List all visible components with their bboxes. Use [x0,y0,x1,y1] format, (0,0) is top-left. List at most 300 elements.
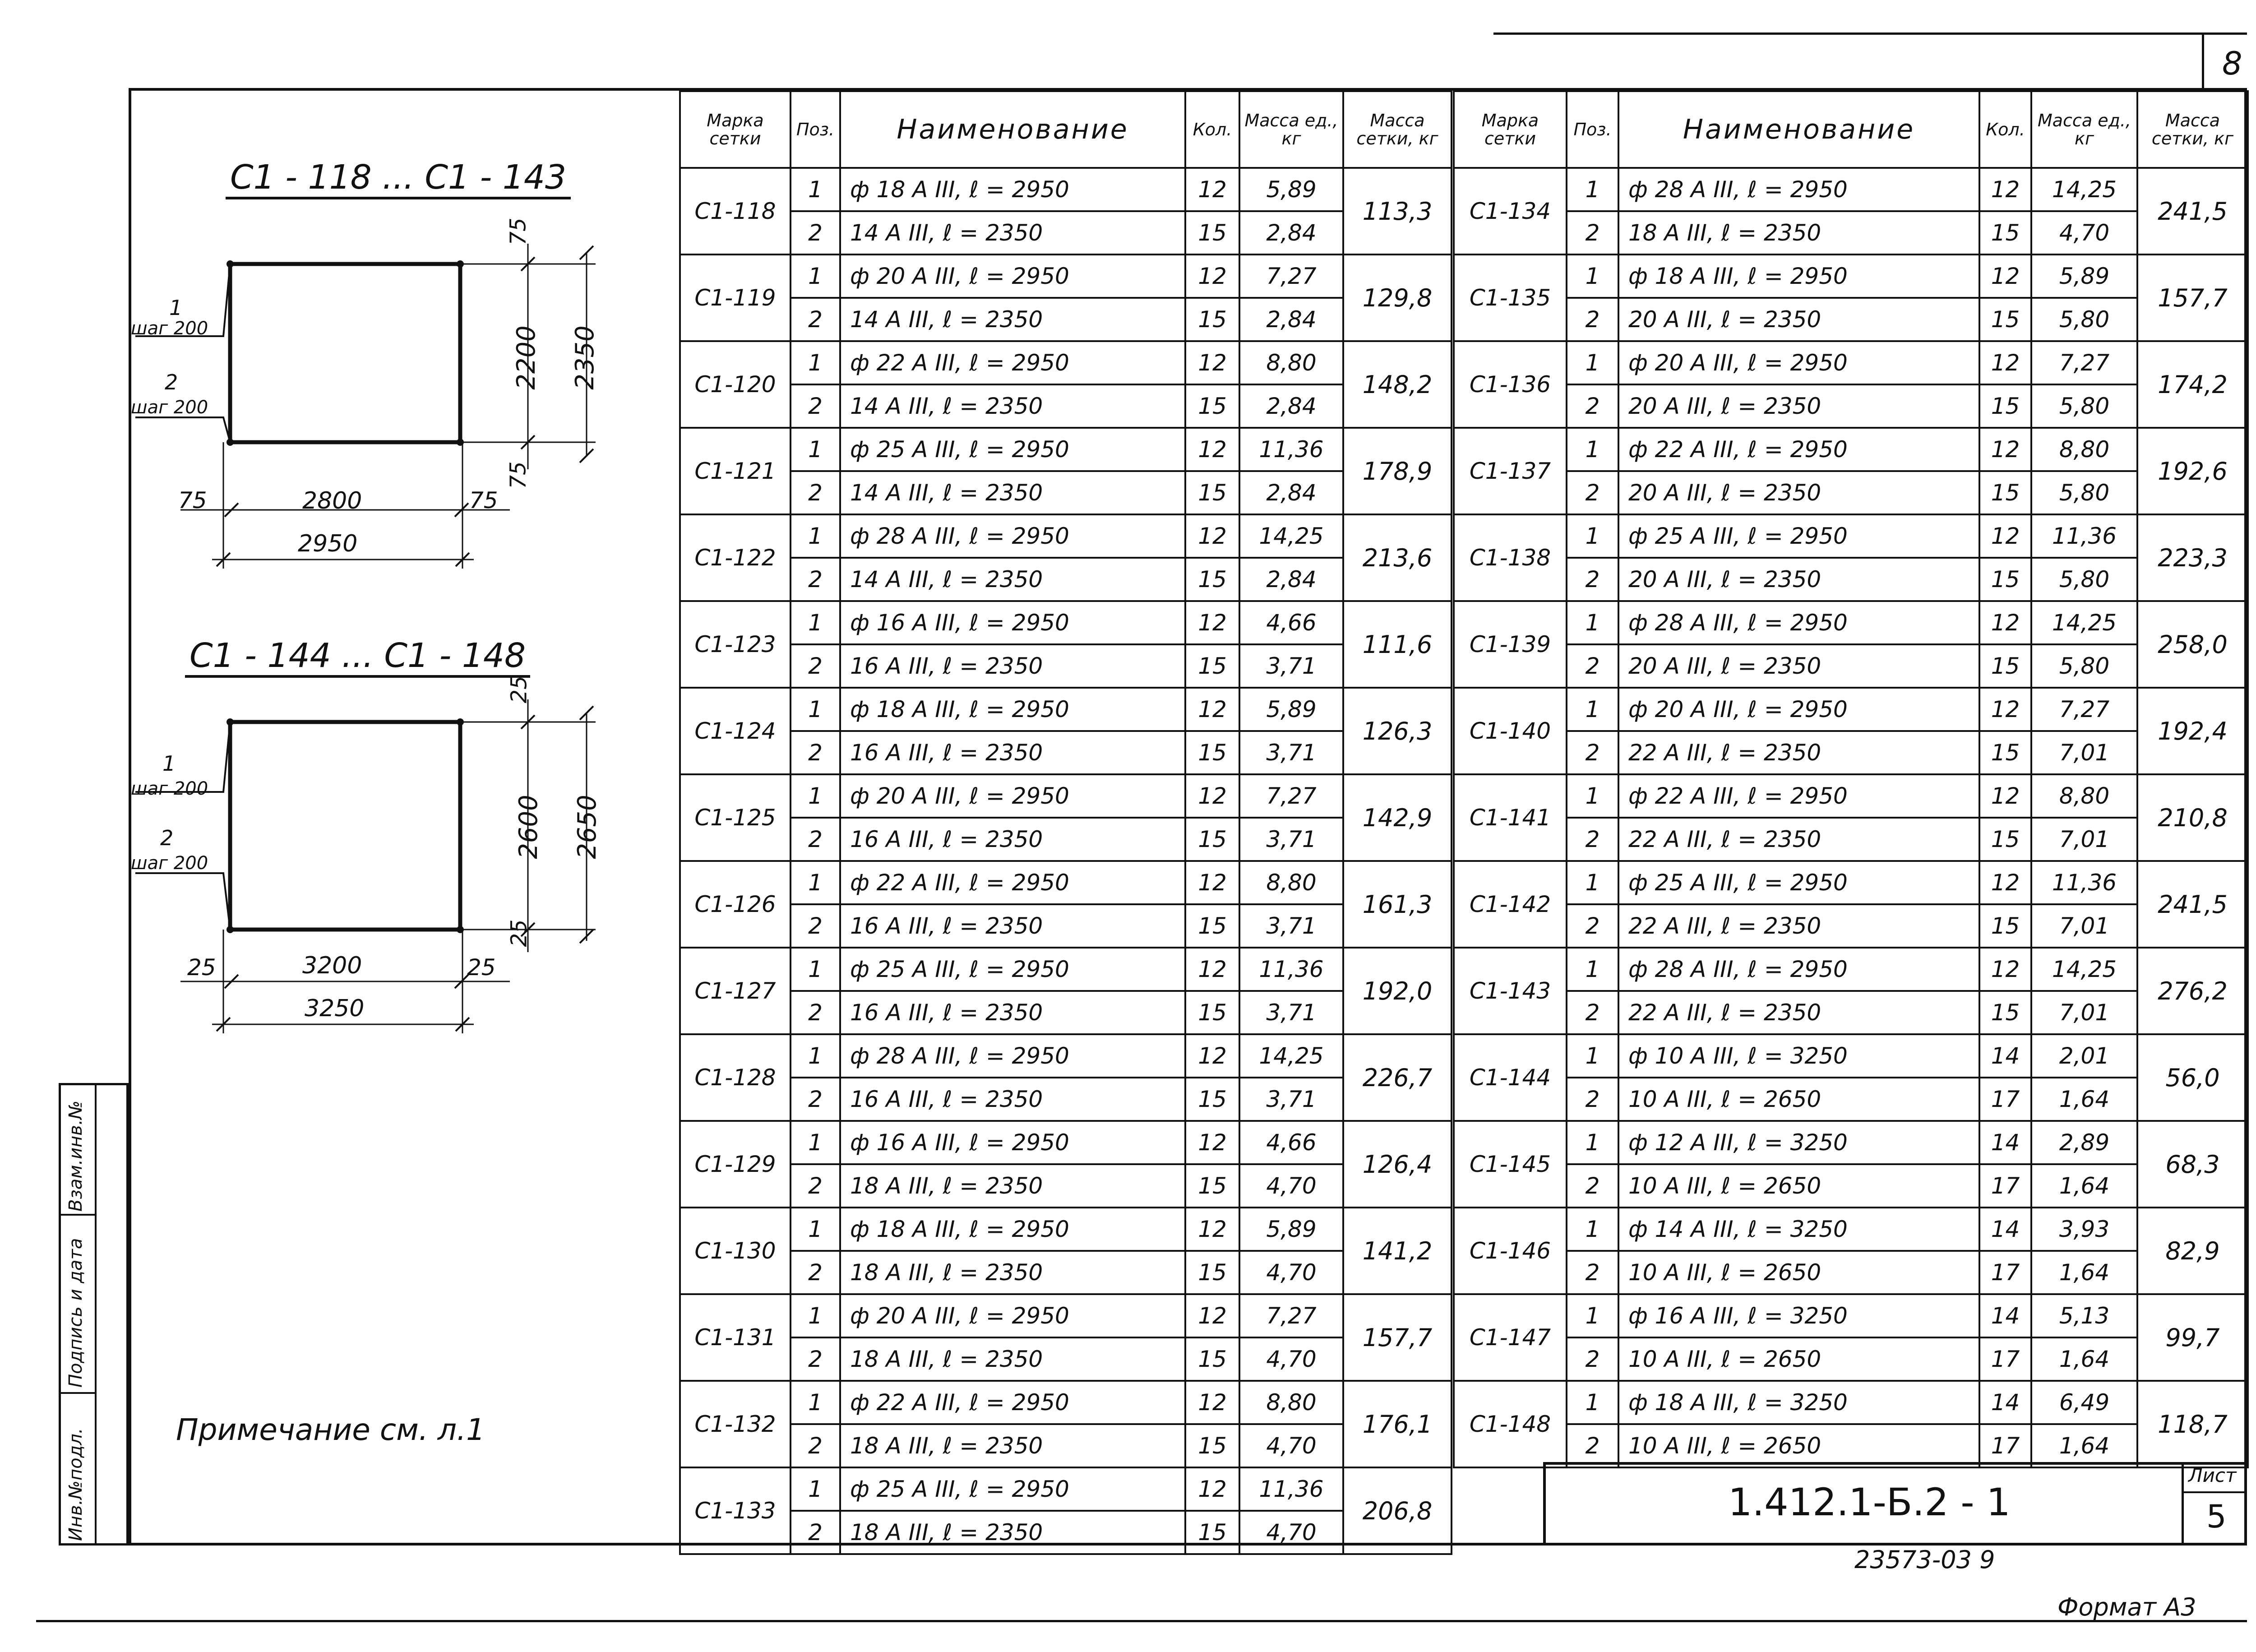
bar-description: 16 А III, ℓ = 2350 [840,644,1185,688]
stamp-divider-2 [59,1392,95,1394]
bar-quantity: 15 [1185,1337,1239,1381]
unit-mass: 7,27 [2031,341,2137,384]
bar-quantity: 12 [1979,601,2031,644]
title-block-sheet-divider [2182,1491,2247,1493]
mesh-mark: С1-143 [1454,948,1567,1034]
bar-description: ф 18 А III, ℓ = 2950 [840,688,1185,731]
table-row [680,948,1452,991]
unit-mass: 2,84 [1239,211,1343,255]
spec-table-left [679,90,1452,1555]
bar-quantity: 17 [1979,1424,2031,1467]
bar-quantity: 15 [1185,1164,1239,1208]
bar-description: ф 28 А III, ℓ = 2950 [1618,168,1979,211]
mesh-mark: С1-140 [1454,688,1567,774]
table-row [1454,1121,2248,1164]
bar-description: ф 25 А III, ℓ = 2950 [1618,861,1979,904]
unit-mass: 4,66 [1239,1121,1343,1164]
bar-description: ф 28 А III, ℓ = 2950 [840,514,1185,558]
header-mesh-mass: Масса сетки, кг [2137,91,2248,168]
bar-description: 22 А III, ℓ = 2350 [1618,904,1979,948]
bar-quantity: 12 [1185,1208,1239,1251]
dim-edge-right: 25 [467,954,496,981]
table-row [680,991,1452,1034]
drawing-title: С1 - 144 ... С1 - 148 [185,636,530,678]
stamp-divider-vertical [95,1083,97,1546]
mesh-mass: 157,7 [2137,255,2248,341]
bar-description: 18 А III, ℓ = 2350 [840,1251,1185,1294]
bar-description: ф 25 А III, ℓ = 2950 [1618,514,1979,558]
position-number: 2 [791,1424,840,1467]
unit-mass: 14,25 [1239,1034,1343,1078]
unit-mass: 2,84 [1239,558,1343,601]
unit-mass: 1,64 [2031,1337,2137,1381]
position-number: 2 [1567,1337,1618,1381]
bar1-step: шаг 200 [131,778,208,799]
dim-edge-top: 25 [506,676,532,703]
position-number: 2 [1567,471,1618,514]
bar-description: ф 22 А III, ℓ = 2950 [840,1381,1185,1424]
bar-quantity: 14 [1979,1381,2031,1424]
bar-quantity: 15 [1979,904,2031,948]
position-number: 2 [1567,298,1618,341]
mesh-mark: С1-132 [680,1381,791,1467]
table-row [680,1467,1452,1511]
bar2-step: шаг 200 [131,397,208,418]
table-row [680,168,1452,211]
mesh-mass: 241,5 [2137,168,2248,255]
mesh-mass: 157,7 [1343,1294,1452,1381]
mesh-mark: С1-118 [680,168,791,255]
mesh-mark: С1-134 [1454,168,1567,255]
table-row [680,298,1452,341]
mesh-mark: С1-130 [680,1208,791,1294]
table-row [1454,428,2248,471]
header-unit-mass: Масса ед., кг [2031,91,2137,168]
table-row [680,558,1452,601]
bar-quantity: 12 [1185,948,1239,991]
mesh-mass: 56,0 [2137,1034,2248,1121]
mesh-mark: С1-131 [680,1294,791,1381]
unit-mass: 3,93 [2031,1208,2137,1251]
position-number: 2 [791,1251,840,1294]
bar-quantity: 15 [1185,1251,1239,1294]
table-row [680,904,1452,948]
archive-number: 23573-03 9 [1854,1546,1995,1574]
position-number: 1 [791,1034,840,1078]
table-row [680,644,1452,688]
position-number: 1 [791,1208,840,1251]
table-row [1454,514,2248,558]
bar-quantity: 15 [1185,384,1239,428]
position-number: 1 [1567,1121,1618,1164]
position-number: 1 [791,1381,840,1424]
position-number: 1 [791,1121,840,1164]
unit-mass: 3,71 [1239,1078,1343,1121]
bar-description: 22 А III, ℓ = 2350 [1618,818,1979,861]
position-number: 2 [791,558,840,601]
mesh-mass: 68,3 [2137,1121,2248,1208]
bar-description: ф 16 А III, ℓ = 2950 [840,1121,1185,1164]
bar-quantity: 12 [1979,688,2031,731]
bar-description: 10 А III, ℓ = 2650 [1618,1164,1979,1208]
unit-mass: 11,36 [2031,861,2137,904]
unit-mass: 3,71 [1239,644,1343,688]
stamp-divider-1 [59,1214,95,1216]
bar-quantity: 12 [1979,341,2031,384]
bar-quantity: 14 [1979,1208,2031,1251]
dim-edge-top: 75 [505,217,531,245]
table-row [680,384,1452,428]
mesh-mark: С1-135 [1454,255,1567,341]
unit-mass: 3,71 [1239,731,1343,774]
position-number: 1 [1567,514,1618,558]
unit-mass: 6,49 [2031,1381,2137,1424]
position-number: 2 [791,471,840,514]
position-number: 2 [1567,1424,1618,1467]
mesh-mass: 82,9 [2137,1208,2248,1294]
unit-mass: 4,70 [1239,1511,1343,1554]
mesh-mark: С1-141 [1454,774,1567,861]
position-number: 2 [1567,558,1618,601]
bar-description: 14 А III, ℓ = 2350 [840,211,1185,255]
table-row [1454,211,2248,255]
table-row [680,1034,1452,1078]
position-number: 1 [791,514,840,558]
position-number: 1 [1567,1381,1618,1424]
table-row [680,1078,1452,1121]
bar-quantity: 12 [1979,428,2031,471]
dim-inner-width: 3200 [302,952,362,979]
unit-mass: 8,80 [2031,428,2137,471]
header-name: Наименование [840,91,1185,168]
position-number: 1 [1567,255,1618,298]
table-row [680,1251,1452,1294]
position-number: 1 [791,1467,840,1511]
table-row [680,818,1452,861]
bar-description: 22 А III, ℓ = 2350 [1618,991,1979,1034]
bar1-label: 1 [162,751,176,776]
header-qty: Кол. [1185,91,1239,168]
position-number: 2 [791,1511,840,1554]
mesh-mass: 118,7 [2137,1381,2248,1467]
table-row [1454,774,2248,818]
bar-description: ф 16 А III, ℓ = 2950 [840,601,1185,644]
mesh-mark: С1-142 [1454,861,1567,948]
bar-description: ф 25 А III, ℓ = 2950 [840,1467,1185,1511]
bar-description: 18 А III, ℓ = 2350 [840,1424,1185,1467]
bar-description: ф 12 А III, ℓ = 3250 [1618,1121,1979,1164]
table-row [680,211,1452,255]
position-number: 2 [1567,731,1618,774]
bar-quantity: 15 [1979,384,2031,428]
note-text: Примечание см. л.1 [176,1412,485,1447]
unit-mass: 2,01 [2031,1034,2137,1078]
bar-description: ф 20 А III, ℓ = 2950 [840,1294,1185,1337]
bar-description: ф 22 А III, ℓ = 2950 [1618,428,1979,471]
position-number: 2 [1567,384,1618,428]
bar-quantity: 12 [1979,514,2031,558]
bar-description: ф 25 А III, ℓ = 2950 [840,428,1185,471]
bottom-rule [36,1620,2247,1622]
header-unit-mass: Масса ед., кг [1239,91,1343,168]
bar-description: ф 28 А III, ℓ = 2950 [1618,948,1979,991]
unit-mass: 7,27 [1239,255,1343,298]
position-number: 2 [791,384,840,428]
unit-mass: 8,80 [2031,774,2137,818]
table-row [1454,1208,2248,1251]
position-number: 1 [791,774,840,818]
format-label: Формат А3 [2057,1593,2196,1621]
position-number: 1 [1567,341,1618,384]
position-number: 2 [1567,1251,1618,1294]
bar-quantity: 12 [1979,948,2031,991]
bar-quantity: 15 [1979,991,2031,1034]
unit-mass: 5,89 [1239,168,1343,211]
bar-description: 14 А III, ℓ = 2350 [840,558,1185,601]
unit-mass: 2,89 [2031,1121,2137,1164]
position-number: 2 [791,991,840,1034]
unit-mass: 4,70 [1239,1337,1343,1381]
unit-mass: 5,80 [2031,298,2137,341]
mesh-mark: С1-139 [1454,601,1567,688]
position-number: 2 [791,1078,840,1121]
bar-quantity: 15 [1979,818,2031,861]
table-row [680,1294,1452,1337]
table-row [680,731,1452,774]
unit-mass: 11,36 [1239,1467,1343,1511]
unit-mass: 4,70 [1239,1251,1343,1294]
bar-description: 10 А III, ℓ = 2650 [1618,1337,1979,1381]
table-row [680,688,1452,731]
bar-description: ф 25 А III, ℓ = 2950 [840,948,1185,991]
mesh-mark: С1-125 [680,774,791,861]
mesh-mark: С1-148 [1454,1381,1567,1467]
bar-description: 20 А III, ℓ = 2350 [1618,471,1979,514]
bar-description: ф 22 А III, ℓ = 2950 [840,341,1185,384]
table-row [1454,1034,2248,1078]
position-number: 2 [791,1337,840,1381]
unit-mass: 4,70 [2031,211,2137,255]
bar2-step: шаг 200 [131,853,208,874]
bar-quantity: 12 [1185,1121,1239,1164]
mesh-mark: С1-123 [680,601,791,688]
stamp-signature-date: Подпись и дата [65,1238,86,1388]
bar-quantity: 12 [1185,1381,1239,1424]
unit-mass: 5,89 [1239,688,1343,731]
mesh-mark: С1-128 [680,1034,791,1121]
drawing-code: 1.412.1-Б.2 - 1 [1728,1480,2011,1524]
table-row [680,1121,1452,1164]
stamp-replacement-inv: Взам.инв.№ [65,1100,86,1212]
bar-quantity: 12 [1185,1467,1239,1511]
bar-quantity: 15 [1185,904,1239,948]
mesh-mark: С1-126 [680,861,791,948]
mesh-mark: С1-127 [680,948,791,1034]
bar-quantity: 15 [1185,731,1239,774]
mesh-mass: 111,6 [1343,601,1452,688]
table-row [680,514,1452,558]
bar-description: ф 16 А III, ℓ = 3250 [1618,1294,1979,1337]
bar-description: 16 А III, ℓ = 2350 [840,1078,1185,1121]
table-row [1454,991,2248,1034]
bar-description: 14 А III, ℓ = 2350 [840,471,1185,514]
bar-quantity: 12 [1185,688,1239,731]
mesh-mass: 226,7 [1343,1034,1452,1121]
bar-description: ф 18 А III, ℓ = 2950 [840,1208,1185,1251]
bar-quantity: 15 [1185,1511,1239,1554]
bar-description: ф 18 А III, ℓ = 2950 [840,168,1185,211]
bar-quantity: 15 [1979,731,2031,774]
table-row [1454,1381,2248,1424]
table-row [680,1511,1452,1554]
bar-quantity: 15 [1185,644,1239,688]
dim-edge-right: 75 [469,487,498,514]
position-number: 2 [1567,904,1618,948]
position-number: 1 [1567,1208,1618,1251]
dim-total-height: 2650 [572,795,602,859]
unit-mass: 7,01 [2031,904,2137,948]
bar-quantity: 15 [1185,558,1239,601]
position-number: 2 [1567,991,1618,1034]
mesh-mass: 129,8 [1343,255,1452,341]
mesh-mark: С1-133 [680,1467,791,1554]
mesh-mass: 126,4 [1343,1121,1452,1208]
unit-mass: 3,71 [1239,904,1343,948]
unit-mass: 14,25 [2031,168,2137,211]
bar-quantity: 12 [1185,168,1239,211]
bar-quantity: 14 [1979,1034,2031,1078]
bar-quantity: 17 [1979,1337,2031,1381]
table-row [1454,861,2248,904]
bar-quantity: 15 [1185,1078,1239,1121]
unit-mass: 5,89 [2031,255,2137,298]
bar-description: 18 А III, ℓ = 2350 [840,1511,1185,1554]
table-row [680,774,1452,818]
unit-mass: 1,64 [2031,1078,2137,1121]
unit-mass: 11,36 [1239,428,1343,471]
unit-mass: 1,64 [2031,1424,2137,1467]
table-row [680,471,1452,514]
sheet-label: Лист [2188,1464,2237,1486]
position-number: 1 [1567,861,1618,904]
bar-description: ф 28 А III, ℓ = 2950 [1618,601,1979,644]
position-number: 1 [791,948,840,991]
mesh-mass: 174,2 [2137,341,2248,428]
dim-inner-width: 2800 [302,487,362,514]
bar-description: 10 А III, ℓ = 2650 [1618,1251,1979,1294]
unit-mass: 7,27 [1239,774,1343,818]
unit-mass: 14,25 [2031,948,2137,991]
position-number: 1 [1567,428,1618,471]
bar-description: ф 14 А III, ℓ = 3250 [1618,1208,1979,1251]
table-row [1454,1078,2248,1121]
drawing-title: С1 - 118 ... С1 - 143 [226,158,571,199]
position-number: 2 [791,818,840,861]
table-row [680,428,1452,471]
bar-quantity: 12 [1185,341,1239,384]
position-number: 1 [791,1294,840,1337]
unit-mass: 1,64 [2031,1251,2137,1294]
table-row [1454,818,2248,861]
bar-quantity: 15 [1185,818,1239,861]
sheet-corner-number: 8 [2222,45,2242,82]
table-row [1454,601,2248,644]
table-row [680,601,1452,644]
mesh-mark: С1-138 [1454,514,1567,601]
header-pos: Поз. [1567,91,1618,168]
unit-mass: 2,84 [1239,298,1343,341]
mesh-mass: 206,8 [1343,1467,1452,1554]
bar-description: 16 А III, ℓ = 2350 [840,991,1185,1034]
dim-total-width: 2950 [298,530,358,557]
bar-description: ф 20 А III, ℓ = 2950 [840,255,1185,298]
bar-quantity: 15 [1185,211,1239,255]
unit-mass: 5,80 [2031,471,2137,514]
spec-table-right [1453,90,2249,1468]
bar-description: ф 18 А III, ℓ = 2950 [1618,255,1979,298]
bar-quantity: 12 [1185,774,1239,818]
header-mark: Марка сетки [1454,91,1567,168]
position-number: 1 [1567,1034,1618,1078]
bar-description: 18 А III, ℓ = 2350 [840,1337,1185,1381]
table-row [1454,1294,2248,1337]
bar-quantity: 15 [1979,644,2031,688]
bar-quantity: 15 [1185,991,1239,1034]
unit-mass: 2,84 [1239,384,1343,428]
table-row [1454,948,2248,991]
bar-quantity: 12 [1185,1034,1239,1078]
bar-quantity: 17 [1979,1251,2031,1294]
header-qty: Кол. [1979,91,2031,168]
table-row [1454,298,2248,341]
bar-description: ф 28 А III, ℓ = 2950 [840,1034,1185,1078]
mesh-mark: С1-146 [1454,1208,1567,1294]
bar-quantity: 14 [1979,1121,2031,1164]
position-number: 1 [791,601,840,644]
position-number: 2 [791,211,840,255]
table-row [680,1164,1452,1208]
table-row [1454,471,2248,514]
mesh-mass: 192,6 [2137,428,2248,514]
unit-mass: 2,84 [1239,471,1343,514]
bar-description: ф 20 А III, ℓ = 2950 [1618,341,1979,384]
position-number: 2 [791,1164,840,1208]
mesh-mass: 126,3 [1343,688,1452,774]
unit-mass: 8,80 [1239,341,1343,384]
table-row [1454,1337,2248,1381]
mesh-mark: С1-137 [1454,428,1567,514]
bar-quantity: 15 [1979,471,2031,514]
unit-mass: 1,64 [2031,1164,2137,1208]
table-row [1454,255,2248,298]
table-row [1454,688,2248,731]
mesh-mark: С1-145 [1454,1121,1567,1208]
table-row [1454,1251,2248,1294]
unit-mass: 8,80 [1239,861,1343,904]
mesh-mark: С1-122 [680,514,791,601]
bar-quantity: 12 [1185,428,1239,471]
dim-inner-height: 2200 [511,325,541,390]
position-number: 2 [791,298,840,341]
bar-description: 16 А III, ℓ = 2350 [840,818,1185,861]
position-number: 2 [1567,211,1618,255]
bar-description: ф 22 А III, ℓ = 2950 [840,861,1185,904]
header-mark: Марка сетки [680,91,791,168]
table-row [1454,1424,2248,1467]
bar-quantity: 12 [1185,601,1239,644]
mesh-mass: 276,2 [2137,948,2248,1034]
table-row [1454,341,2248,384]
